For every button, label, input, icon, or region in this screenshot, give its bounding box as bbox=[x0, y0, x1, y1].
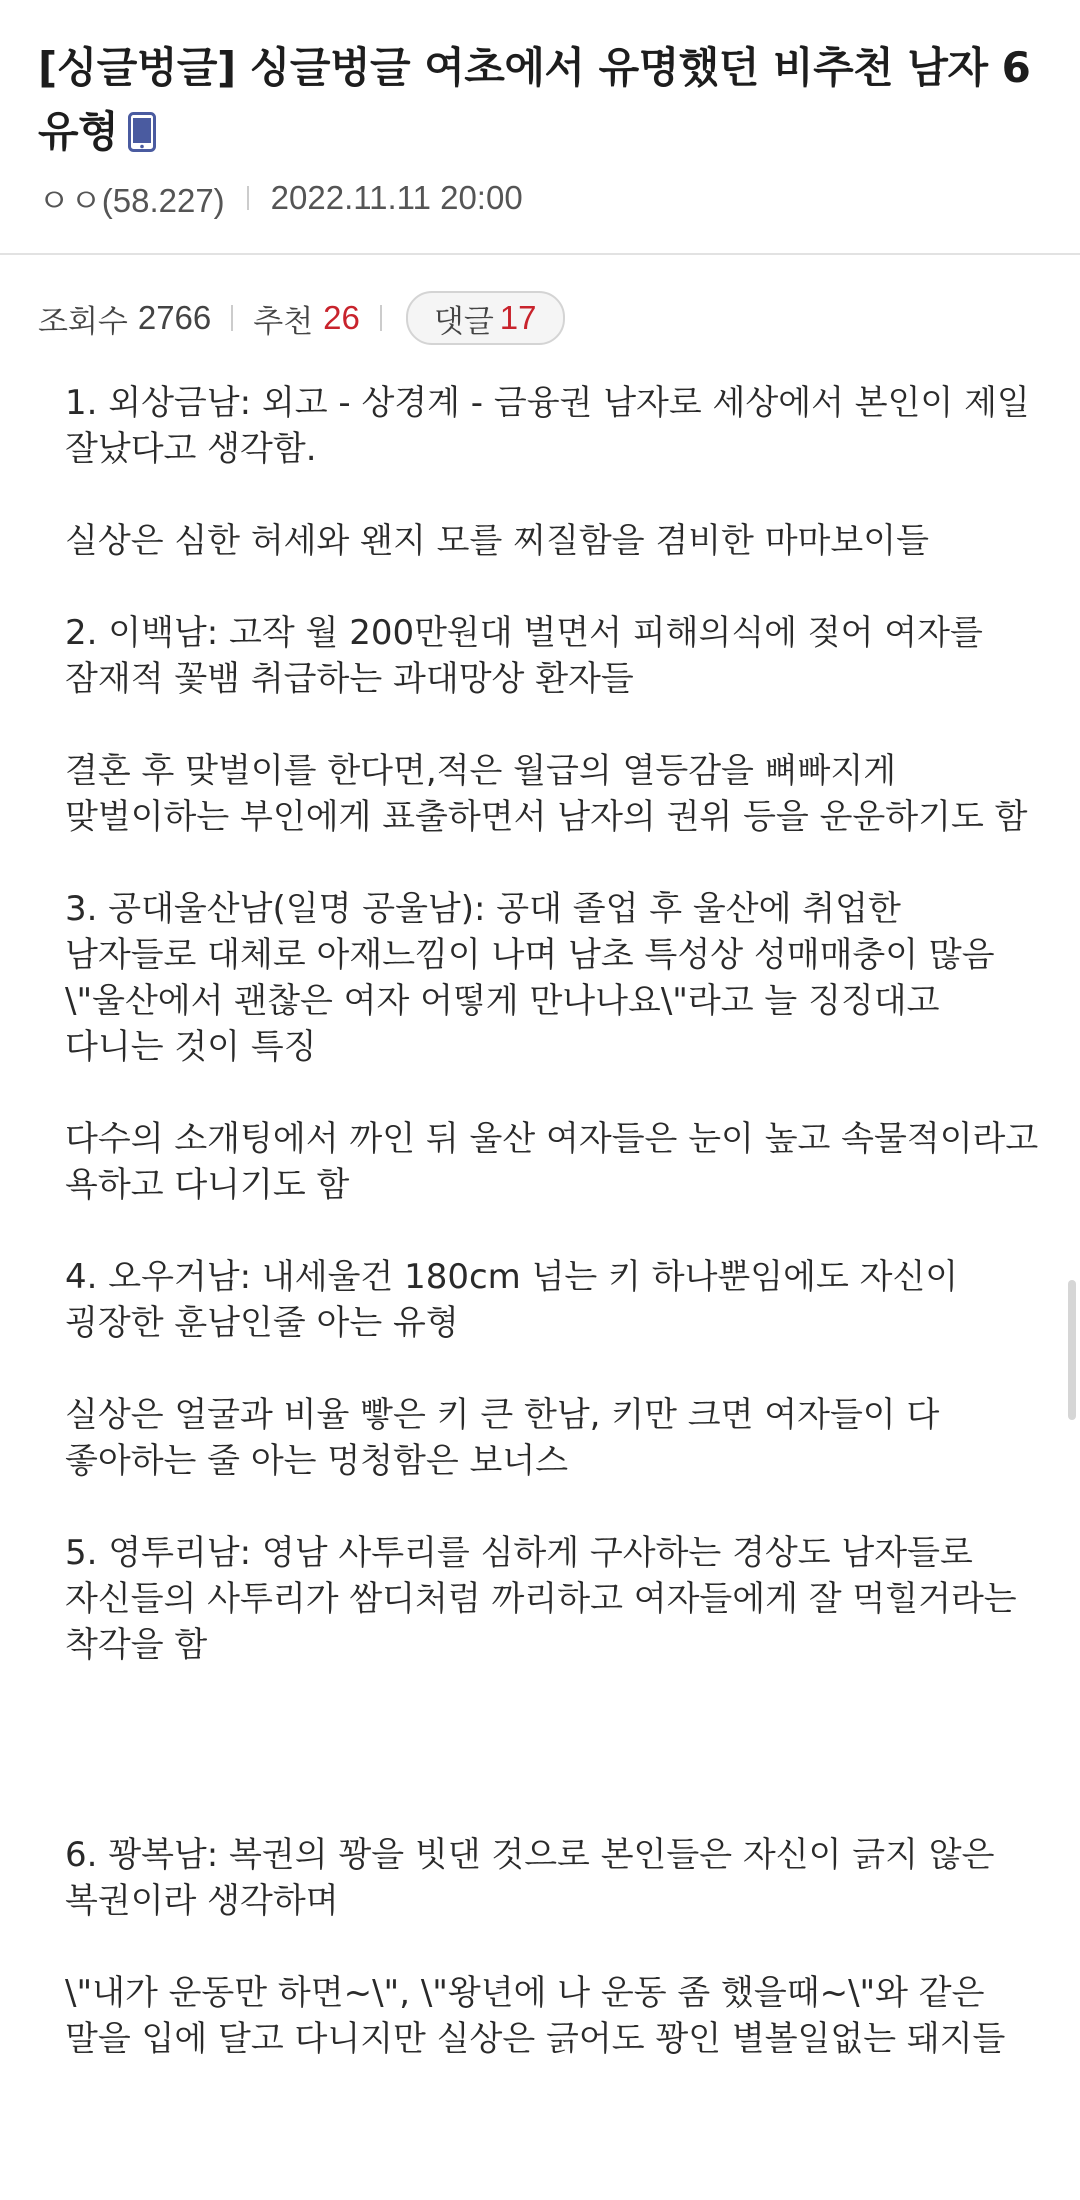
paragraph: 6. 꽝복남: 복권의 꽝을 빗댄 것으로 본인들은 자신이 긁지 않은 복권이라 생각하며 bbox=[65, 1835, 995, 1921]
paragraph-spacer bbox=[65, 702, 1040, 748]
paragraph-spacer bbox=[65, 1668, 1040, 1832]
paragraph-spacer bbox=[65, 1924, 1040, 1970]
paragraph-spacer bbox=[65, 472, 1040, 518]
views-count: 2766 bbox=[137, 299, 212, 336]
paragraph: 다수의 소개팅에서 까인 뒤 울산 여자들은 눈이 높고 속물적이라고 욕하고 다니기도 함 bbox=[65, 1119, 1039, 1205]
scrollbar-thumb[interactable] bbox=[1068, 1280, 1076, 1420]
paragraph-spacer bbox=[65, 564, 1040, 610]
paragraph-spacer bbox=[65, 1208, 1040, 1254]
comments-count: 17 bbox=[499, 299, 537, 336]
paragraph: \"내가 운동만 하면~\", \"왕년에 나 운동 좀 했을때~\"와 같은 말을 입에 달고 다니지만 실상은 긁어도 꽝인 별볼일없는 돼지들 bbox=[65, 1973, 1006, 2059]
post-header bbox=[0, 0, 1080, 255]
paragraph: 실상은 얼굴과 비율 빻은 키 큰 한남, 키만 크면 여자들이 다 좋아하는 줄 아는 멍청함은 보너스 bbox=[65, 1395, 940, 1481]
paragraph: 1. 외상금남: 외고 - 상경계 - 금융권 남자로 세상에서 본인이 제일 잘났다고 생각함. bbox=[65, 383, 1030, 469]
stats-divider bbox=[380, 305, 382, 331]
views-label: 조회수 bbox=[38, 303, 128, 340]
post-title bbox=[38, 36, 1038, 164]
stats-divider bbox=[231, 305, 233, 331]
comments-label: 댓글 bbox=[433, 303, 494, 340]
meta-divider bbox=[247, 186, 249, 210]
paragraph-spacer bbox=[65, 1346, 1040, 1392]
recommend-label: 추천 bbox=[253, 303, 314, 340]
paragraph: 5. 영투리남: 영남 사투리를 심하게 구사하는 경상도 남자들로 자신들의 사투리가 쌈디처럼 까리하고 여자들에게 잘 먹힐거라는 착각을 함 bbox=[65, 1533, 1017, 1665]
paragraph-spacer bbox=[65, 1070, 1040, 1116]
post-stats bbox=[38, 292, 565, 344]
paragraph: 2. 이백남: 고작 월 200만원대 벌면서 피해의식에 젖어 여자를 잠재적 꽃뱀 취급하는 과대망상 환자들 bbox=[65, 613, 983, 699]
recommend-count: 26 bbox=[323, 299, 360, 336]
post-datetime: 2022.11.11 20:00 bbox=[270, 179, 523, 216]
paragraph-spacer bbox=[65, 1484, 1040, 1530]
paragraph: 결혼 후 맞벌이를 한다면,적은 월급의 열등감을 뼈빠지게 맞벌이하는 부인에게 표출하면서 남자의 권위 등을 운운하기도 함 bbox=[65, 751, 1028, 837]
paragraph: 3. 공대울산남(일명 공울남): 공대 졸업 후 울산에 취업한 남자들로 대체로 아재느낌이 나며 남초 특성상 성매매충이 많음 \"울산에서 괜찮은 여자 어떻게 만나나요\"라고 늘 징징대고 다니는 것이 특징 bbox=[65, 889, 995, 1067]
paragraph-spacer bbox=[65, 840, 1040, 886]
author-name[interactable]: ㅇㅇ(58.227) bbox=[38, 181, 225, 219]
post-meta bbox=[38, 178, 523, 218]
article-body bbox=[65, 380, 1040, 2062]
mobile-phone-icon bbox=[128, 106, 156, 146]
paragraph: 4. 오우거남: 내세울건 180cm 넘는 키 하나뿐임에도 자신이 굉장한 훈남인줄 아는 유형 bbox=[65, 1257, 959, 1343]
paragraph: 실상은 심한 허세와 왠지 모를 찌질함을 겸비한 마마보이들 bbox=[65, 521, 929, 561]
comments-button[interactable] bbox=[406, 291, 565, 345]
post-title-text: [싱글벙글] 싱글벙글 여초에서 유명했던 비추천 남자 6유형 bbox=[38, 43, 1031, 156]
